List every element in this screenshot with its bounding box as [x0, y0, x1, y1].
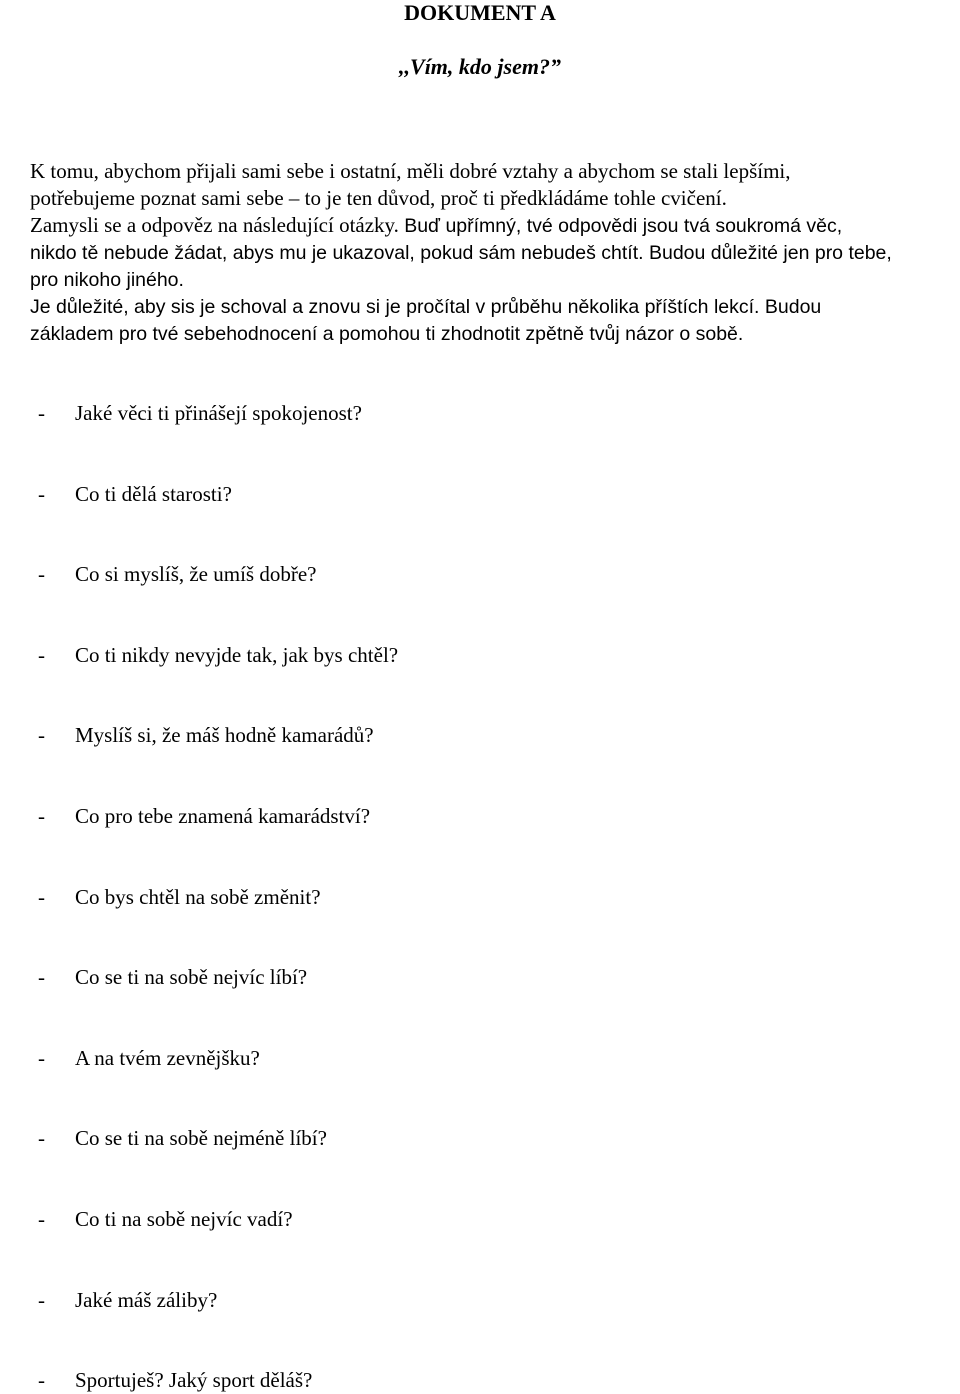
- question-text: Co pro tebe znamená kamarádství?: [75, 804, 371, 828]
- bullet-dash: -: [38, 965, 45, 989]
- bullet-dash: -: [38, 1126, 45, 1150]
- intro-text: základem pro tvé sebehodnocení a pomohou ti zhodnotit zpětně tvůj názor o sobě.: [30, 323, 744, 345]
- intro-line: [30, 239, 960, 266]
- question-text: Co si myslíš, že umíš dobře?: [75, 562, 317, 586]
- bullet-dash: -: [38, 401, 45, 425]
- intro-line: [30, 320, 960, 347]
- question-item: [38, 642, 398, 668]
- question-text: Jaké věci ti přinášejí spokojenost?: [75, 401, 362, 425]
- intro-text: Je důležité, aby sis je schoval a znovu si je pročítal v průběhu několika příštích lekcí.: [30, 296, 765, 318]
- bullet-dash: -: [38, 1288, 45, 1312]
- question-item: [38, 1125, 327, 1151]
- bullet-dash: -: [38, 885, 45, 909]
- question-item: [38, 1367, 312, 1393]
- intro-text: K tomu, abychom přijali sami sebe i ostatní, měli dobré vztahy a abychom se stali lepšími,: [30, 159, 791, 183]
- bullet-dash: -: [38, 804, 45, 828]
- bullet-dash: -: [38, 643, 45, 667]
- bullet-dash: -: [38, 1046, 45, 1070]
- question-text: Jaké máš záliby?: [75, 1288, 218, 1312]
- question-text: Co bys chtěl na sobě změnit?: [75, 885, 321, 909]
- intro-line: [30, 266, 960, 293]
- question-item: [38, 884, 321, 910]
- question-text: Co ti dělá starosti?: [75, 482, 232, 506]
- intro-line: [30, 158, 960, 185]
- question-item: [38, 561, 316, 587]
- question-text: Co se ti na sobě nejméně líbí?: [75, 1126, 327, 1150]
- question-item: [38, 1206, 293, 1232]
- intro-text: Budou: [764, 296, 822, 318]
- document-subtitle: ,,Vím, kdo jsem?”: [399, 54, 561, 79]
- bullet-dash: -: [38, 1207, 45, 1231]
- question-item: [38, 400, 362, 426]
- question-text: Myslíš si, že máš hodně kamarádů?: [75, 723, 374, 747]
- intro-line: [30, 212, 960, 239]
- intro-text: Buď upřímný, tvé odpovědi jsou tvá soukromá věc,: [404, 215, 843, 237]
- question-text: Co ti nikdy nevyjde tak, jak bys chtěl?: [75, 643, 399, 667]
- intro-paragraph: [30, 158, 960, 347]
- question-item: [38, 1045, 260, 1071]
- question-item: [38, 1287, 217, 1313]
- question-text: A na tvém zevnějšku?: [75, 1046, 260, 1070]
- question-text: Co ti na sobě nejvíc vadí?: [75, 1207, 293, 1231]
- bullet-dash: -: [38, 562, 45, 586]
- intro-text: nikdo tě nebude žádat, abys mu je ukazoval, pokud sám nebudeš chtít. Budou důležité jen pro tebe,: [30, 242, 892, 264]
- intro-text: pro nikoho jiného.: [30, 269, 184, 291]
- bullet-dash: -: [38, 1368, 45, 1392]
- question-item: [38, 803, 370, 829]
- intro-text: Zamysli se a odpověz na následující otázky.: [30, 213, 405, 237]
- question-text: Co se ti na sobě nejvíc líbí?: [75, 965, 308, 989]
- intro-text: potřebujeme poznat sami sebe – to je ten důvod, proč ti předkládáme tohle cvičení.: [30, 186, 727, 210]
- question-item: [38, 722, 374, 748]
- question-item: [38, 481, 232, 507]
- bullet-dash: -: [38, 482, 45, 506]
- question-item: [38, 964, 307, 990]
- intro-line: [30, 185, 960, 212]
- question-text: Sportuješ? Jaký sport děláš?: [75, 1368, 313, 1392]
- bullet-dash: -: [38, 723, 45, 747]
- intro-line: [30, 293, 960, 320]
- document-title: DOKUMENT A: [404, 0, 556, 25]
